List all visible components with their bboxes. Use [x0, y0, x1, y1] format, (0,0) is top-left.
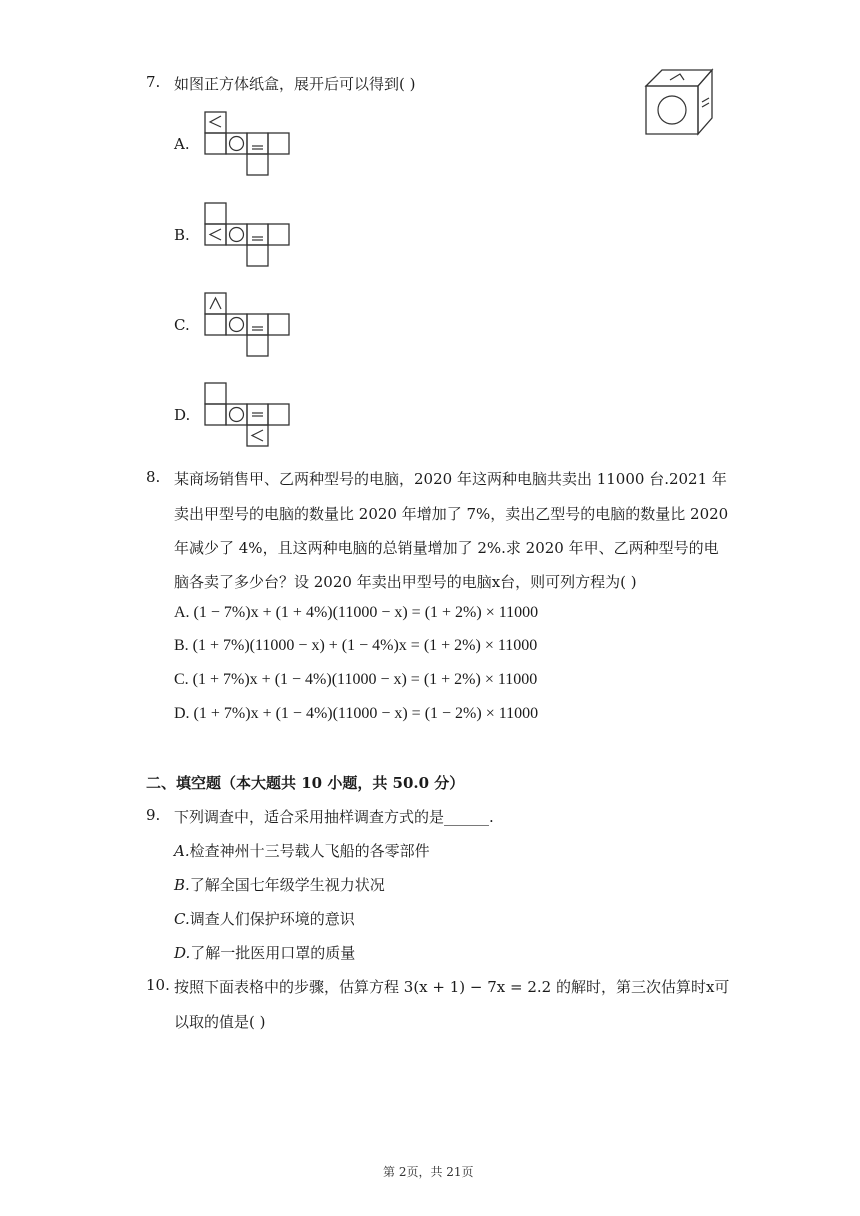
q8-option-b: B. (1 + 7%)(11000 − x) + (1 − 4%)x = (1 + 2%) × 11000 [174, 637, 538, 654]
section-title: 二、填空题（本大题共 10 小题，共 50.0 分） [146, 774, 465, 792]
cube-figure [640, 64, 716, 138]
q7-option-c-net [203, 291, 293, 359]
q9-option-b-text: 了解全国七年级学生视力状况 [189, 876, 385, 894]
q7-option-a-label: A. [174, 135, 190, 153]
q8-line-1: 某商场销售甲、乙两种型号的电脑，2020 年这两种电脑共卖出 11000 台.2021 年 [174, 470, 727, 488]
q8-option-a: A. (1 − 7%)x + (1 + 4%)(11000 − x) = (1 + 2%) × 11000 [174, 604, 539, 621]
q10-number: 10. [146, 976, 170, 994]
q9-option-c-text: 调查人们保护环境的意识 [189, 910, 355, 928]
q10-line-2: 以取的值是( ) [174, 1013, 266, 1031]
q8-option-c: C. (1 + 7%)x + (1 − 4%)(11000 − x) = (1 + 2%) × 11000 [174, 671, 538, 688]
q7-option-b-net [203, 201, 293, 269]
q9-option-d-text: 了解一批医用口罩的质量 [190, 944, 356, 962]
q9-number: 9. [146, 806, 161, 824]
q8-number: 8. [146, 468, 161, 486]
q7-option-c-label: C. [174, 316, 190, 334]
q7-number: 7. [146, 73, 161, 91]
page-footer: 第 2页，共 21页 [383, 1165, 474, 1179]
q9-option-d-letter: D. [174, 944, 191, 962]
q7-text: 如图正方体纸盒，展开后可以得到( ) [174, 75, 416, 93]
q9-option-c-letter: C. [174, 910, 190, 928]
q7-option-d-net [203, 381, 293, 449]
q9-option-d [174, 942, 355, 963]
q8-line-3: 年减少了 4%，且这两种电脑的总销量增加了 2%.求 2020 年甲、乙两种型号的电 [174, 539, 719, 557]
q7-option-d-label: D. [174, 406, 191, 424]
q7-option-a-net [203, 110, 293, 178]
q9-option-a [174, 840, 430, 861]
q8-line-4: 脑各卖了多少台？设 2020 年卖出甲型号的电脑x台，则可列方程为( ) [174, 573, 637, 591]
q9-option-a-letter: A. [174, 842, 190, 860]
q9-option-b [174, 874, 385, 895]
q9-option-c [174, 908, 355, 929]
q8-line-2: 卖出甲型号的电脑的数量比 2020 年增加了 7%，卖出乙型号的电脑的数量比 2020 [174, 505, 729, 523]
q9-option-a-text: 检查神州十三号载人飞船的各零部件 [189, 842, 430, 860]
q10-line-1: 按照下面表格中的步骤，估算方程 3(x + 1) − 7x = 2.2 的解时，第三次估算时x可 [174, 978, 730, 996]
q9-option-b-letter: B. [174, 876, 190, 894]
q8-option-d: D. (1 + 7%)x + (1 − 4%)(11000 − x) = (1 − 2%) × 11000 [174, 705, 539, 722]
q7-option-b-label: B. [174, 226, 190, 244]
q9-text: 下列调查中，适合采用抽样调查方式的是______. [174, 808, 494, 826]
